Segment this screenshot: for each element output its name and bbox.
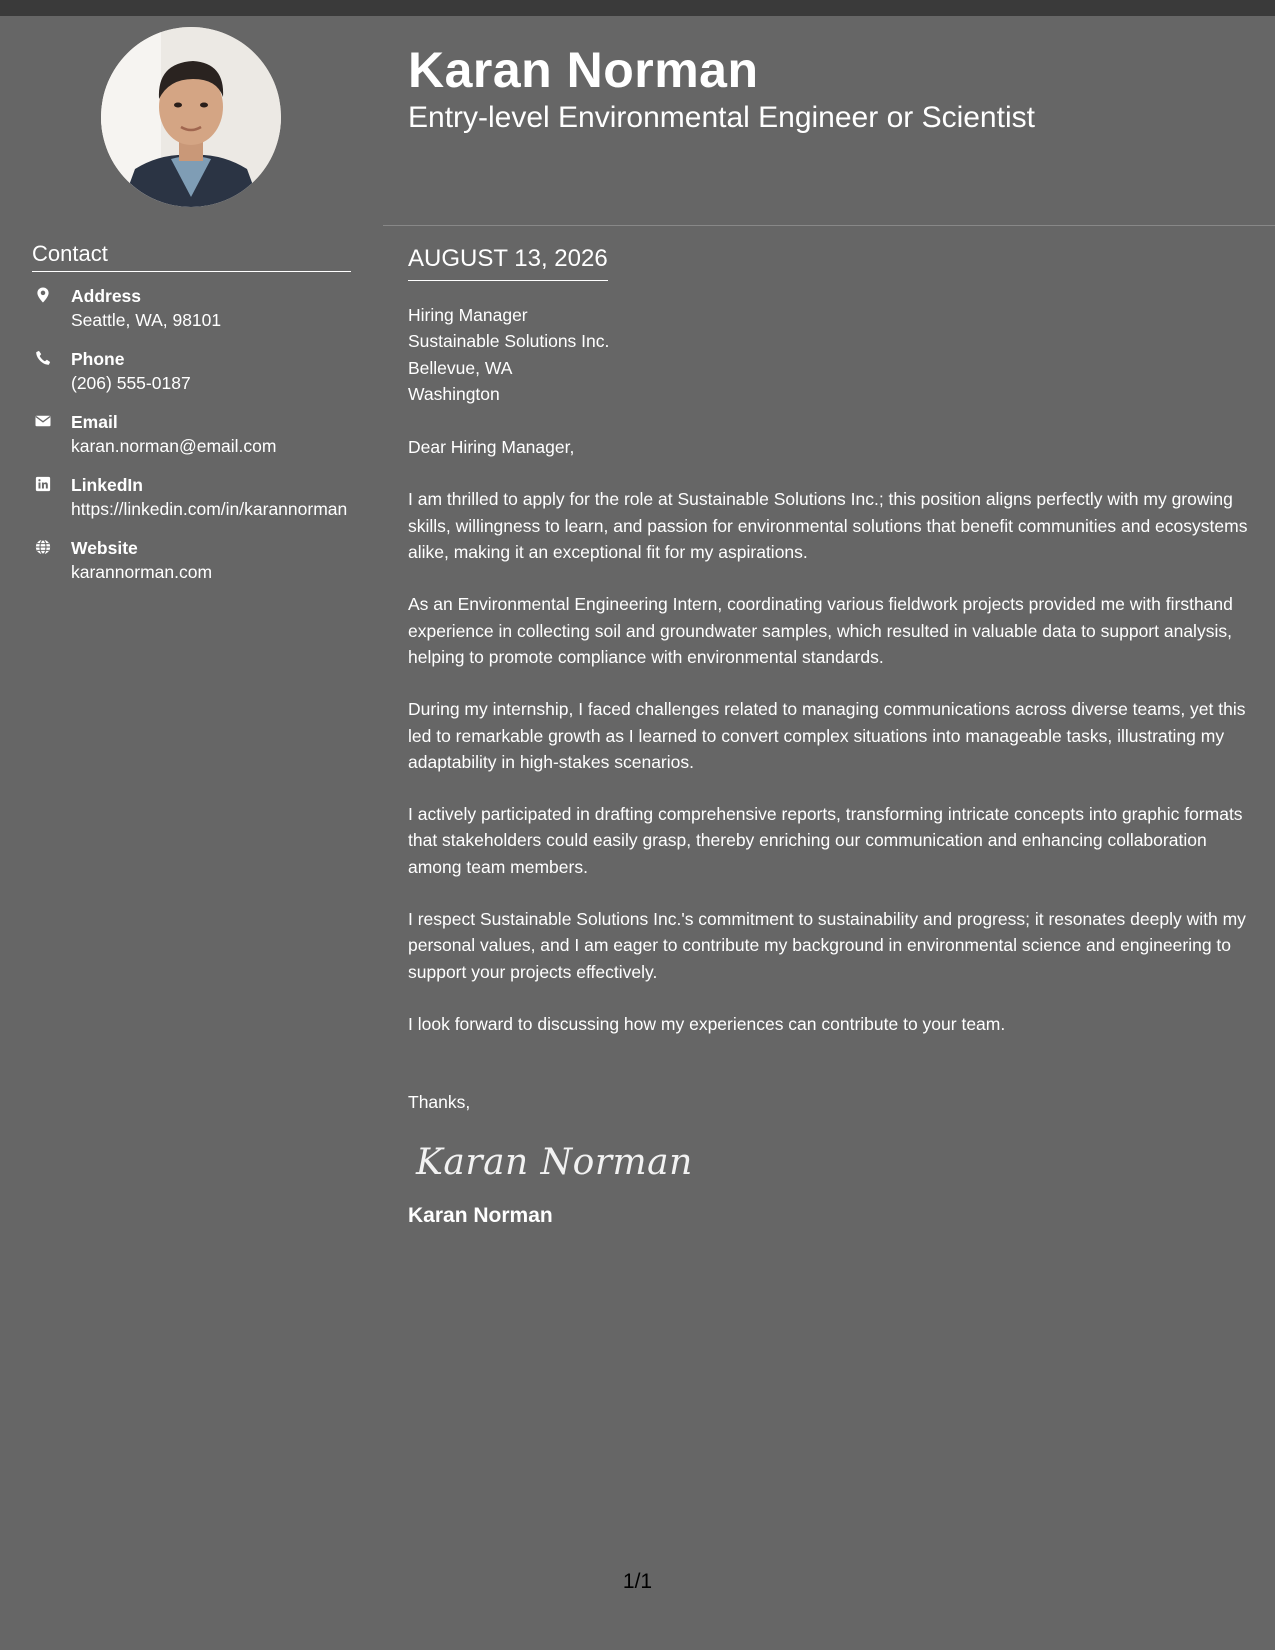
closing: Thanks, — [408, 1092, 471, 1113]
envelope-icon — [34, 412, 52, 430]
profile-photo — [101, 27, 281, 207]
letter-paragraph: During my internship, I faced challenges related to managing communications across diverse teams, yet this led to remarkable growth as I learned to convert complex situations into manageable tasks, illustrating my adaptability in high-stakes scenarios. — [408, 699, 1246, 772]
avatar — [101, 27, 281, 207]
contact-label: Website — [71, 538, 138, 558]
letter-body — [408, 302, 1253, 1230]
header-divider — [383, 225, 1275, 226]
contact-value[interactable]: karannorman.com — [71, 562, 213, 582]
contact-label: LinkedIn — [71, 475, 143, 495]
recipient-line: Washington — [408, 383, 500, 404]
applicant-name: Karan Norman — [408, 42, 759, 98]
recipient-line: Bellevue, WA — [408, 357, 513, 378]
letter-paragraph: I am thrilled to apply for the role at Sustainable Solutions Inc.; this position aligns perfectly with my growing skills, willingness to learn, and passion for environmental solutions that benefit communities and ecosystems alike, making it an exceptional fit for my aspirations. — [408, 489, 1248, 563]
contact-label: Email — [71, 412, 118, 432]
letter-paragraph: I actively participated in drafting comprehensive reports, transforming intricate concepts into graphic formats that stakeholders could easily grasp, thereby enriching our communication and enhancing collaboration among team members. — [408, 804, 1243, 877]
contact-heading: Contact — [32, 241, 351, 272]
letter-paragraph: I respect Sustainable Solutions Inc.'s commitment to sustainability and progress; it resonates deeply with my personal values, and I am eager to contribute my background in environmental science and engineering to support your projects effectively. — [408, 909, 1246, 982]
signed-name: Karan Norman — [408, 1203, 553, 1227]
contact-address — [32, 284, 352, 332]
contact-list — [32, 284, 352, 599]
recipient-line: Hiring Manager — [408, 305, 528, 325]
letter-paragraph: I look forward to discussing how my experiences can contribute to your team. — [408, 1013, 1006, 1034]
job-title: Entry-level Environmental Engineer or Scientist — [408, 101, 1035, 134]
contact-linkedin — [32, 473, 352, 521]
contact-label: Address — [71, 286, 142, 306]
contact-value: karan.norman@email.com — [71, 436, 277, 456]
contact-value[interactable]: https://linkedin.com/in/karannorman — [71, 499, 348, 519]
contact-label: Phone — [71, 349, 125, 369]
contact-email — [32, 410, 352, 458]
page-number: 1/1 — [622, 1570, 653, 1593]
header — [408, 40, 1248, 136]
location-pin-icon — [34, 286, 52, 304]
phone-icon — [34, 349, 52, 367]
letter-paragraph: As an Environmental Engineering Intern, coordinating various fieldwork projects provided me with firsthand experience in collecting soil and groundwater samples, which resulted in valuable data to support analysis, helping to promote compliance with environmental standards. — [408, 594, 1233, 667]
sidebar — [0, 16, 383, 1650]
contact-phone — [32, 347, 352, 395]
contact-value: Seattle, WA, 98101 — [71, 310, 222, 330]
linkedin-icon — [34, 475, 52, 493]
contact-website — [32, 536, 352, 584]
top-bar — [0, 0, 1275, 16]
globe-icon — [34, 538, 52, 556]
recipient-line: Sustainable Solutions Inc. — [408, 331, 610, 352]
letter-date: AUGUST 13, 2026 — [408, 244, 608, 281]
salutation: Dear Hiring Manager, — [408, 437, 575, 458]
recipient-block — [408, 302, 1253, 407]
signature: Karan Norman — [416, 1141, 693, 1183]
contact-value: (206) 555-0187 — [71, 373, 191, 393]
